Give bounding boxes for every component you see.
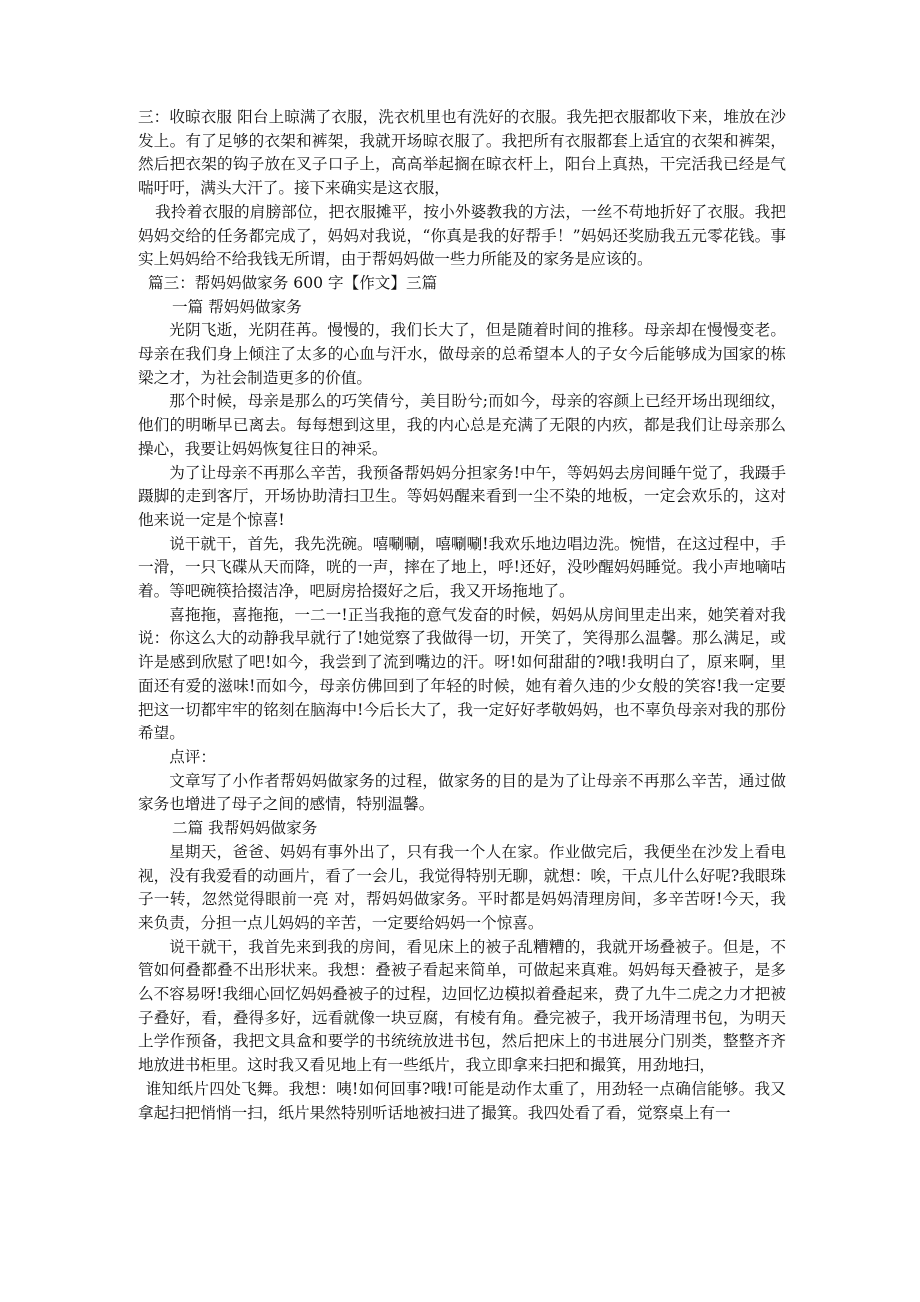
essay-two-paragraph: 谁知纸片四处飞舞。我想：咦!如何回事?哦!可能是动作太重了，用劲轻一点确信能够。我又拿起扫把悄悄一扫，纸片果然特别听话地被扫进了撮箕。我四处看了看，觉察桌上有一 — [138, 1079, 786, 1122]
paragraph-collect-clothes: 三：收晾衣服 阳台上晾满了衣服，洗衣机里也有洗好的衣服。我先把衣服都收下来，堆放在沙发上。有了足够的衣架和裤架，我就开场晾衣服了。我把所有衣服都套上适宜的衣架和裤架，然后把衣架的钩子放在叉子口子上，高高举起搁在晾衣杆上，阳台上真热，干完活我已经是气喘吁吁，满头大汗了。接下来确实是这衣服， — [138, 108, 786, 198]
essay-one-paragraph: 为了让母亲不再那么辛苦，我预备帮妈妈分担家务!中午，等妈妈去房间睡午觉了，我蹑手蹑脚的走到客厅，开场协助清扫卫生。等妈妈醒来看到一尘不染的地板，一定会欢乐的，这对他来说一定是个惊喜! — [138, 463, 786, 529]
document-body — [138, 106, 786, 1125]
essay-two-title: 二篇 我帮妈妈做家务 — [172, 819, 318, 838]
section-heading: 篇三：帮妈妈做家务 600 字【作文】三篇 — [148, 273, 438, 292]
essay-one-paragraph: 说干就干，首先，我先洗碗。嘻唰唰，嘻唰唰!我欢乐地边唱边洗。惋惜，在这过程中，手一滑，一只飞碟从天而降，咣的一声，摔在了地上，呼!还好，没吵醒妈妈睡觉。我小声地嘀咕着。等吧碗筷拾掇洁净，吧厨房拾掇好之后，我又开场拖地了。 — [138, 534, 786, 601]
comment-label: 点评： — [169, 747, 216, 766]
essay-one-paragraph: 那个时候，母亲是那么的巧笑倩兮，美目盼兮;而如今，母亲的容颜上已经开场出现细纹，他们的明晰早已离去。每每想到这里，我的内心总是充满了无限的内疚，都是我们让母亲那么操心，我要让妈妈恢复往日的神采。 — [138, 392, 786, 458]
essay-one-paragraph: 喜拖拖，喜拖拖，一二一!正当我拖的意气发奋的时候，妈妈从房间里走出来，她笑着对我说：你这么大的动静我早就行了!她觉察了我做得一切，开笑了，笑得那么温馨。那么满足，或许是感到欣慰了吧!如今，我尝到了流到嘴边的汗。呀!如何甜甜的?哦!我明白了，原来啊，里面还有爱的滋味!而如今，母亲仿佛回到了年轻的时候，她有着久违的少女般的笑容!我一定要把这一切都牢牢的铭刻在脑海中!今后长大了，我一定好好孝敬妈妈，也不辜负母亲对我的那份希望。 — [138, 605, 786, 743]
essay-two-paragraph: 星期天，爸爸、妈妈有事外出了，只有我一个人在家。作业做完后，我便坐在沙发上看电视，没有我爱看的动画片，看了一会儿，我觉得特别无聊，就想：唉，干点儿什么好呢?我眼珠子一转，忽然觉得眼前一亮 对，帮妈妈做家务。平时都是妈妈清理房间，多辛苦呀!今天，我来负责，分担一点儿妈妈的辛苦，一定要给妈妈一个惊喜。 — [138, 842, 786, 932]
essay-one-title: 一篇 帮妈妈做家务 — [172, 297, 302, 316]
essay-one-paragraph: 光阴飞逝，光阴荏苒。慢慢的，我们长大了，但是随着时间的推移。母亲却在慢慢变老。母亲在我们身上倾注了太多的心血与汗水，做母亲的总希望本人的子女今后能够成为国家的栋梁之才，为社会制造更多的价值。 — [138, 321, 786, 387]
essay-two-paragraph: 说干就干，我首先来到我的房间，看见床上的被子乱糟糟的，我就开场叠被子。但是，不管如何叠都叠不出形状来。我想：叠被子看起来简单，可做起来真难。妈妈每天叠被子，是多么不容易呀!我细心回忆妈妈叠被子的过程，边回忆边模拟着叠起来，费了九牛二虎之力才把被子叠好，看，叠得多好，远看就像一块豆腐，有棱有角。叠完被子，我开场清理书包，为明天上学作预备，我把文具盒和要学的书统统放进书包，然后把床上的书进展分门别类，整整齐齐地放进书柜里。这时我又看见地上有一些纸片，我立即拿来扫把和撮箕，用劲地扫， — [138, 937, 786, 1075]
comment-text: 文章写了小作者帮妈妈做家务的过程，做家务的目的是为了让母亲不再那么辛苦，通过做家务也增进了母子之间的感情，特别温馨。 — [138, 771, 786, 814]
paragraph-fold-clothes: 我拎着衣服的肩膀部位，把衣服摊平，按小外婆教我的方法，一丝不苟地折好了衣服。我把妈妈交给的任务都完成了，妈妈对我说，“你真是我的好帮手！”妈妈还奖励我五元零花钱。事实上妈妈给不给我钱无所谓，由于帮妈妈做一些力所能及的家务是应该的。 — [138, 202, 786, 269]
